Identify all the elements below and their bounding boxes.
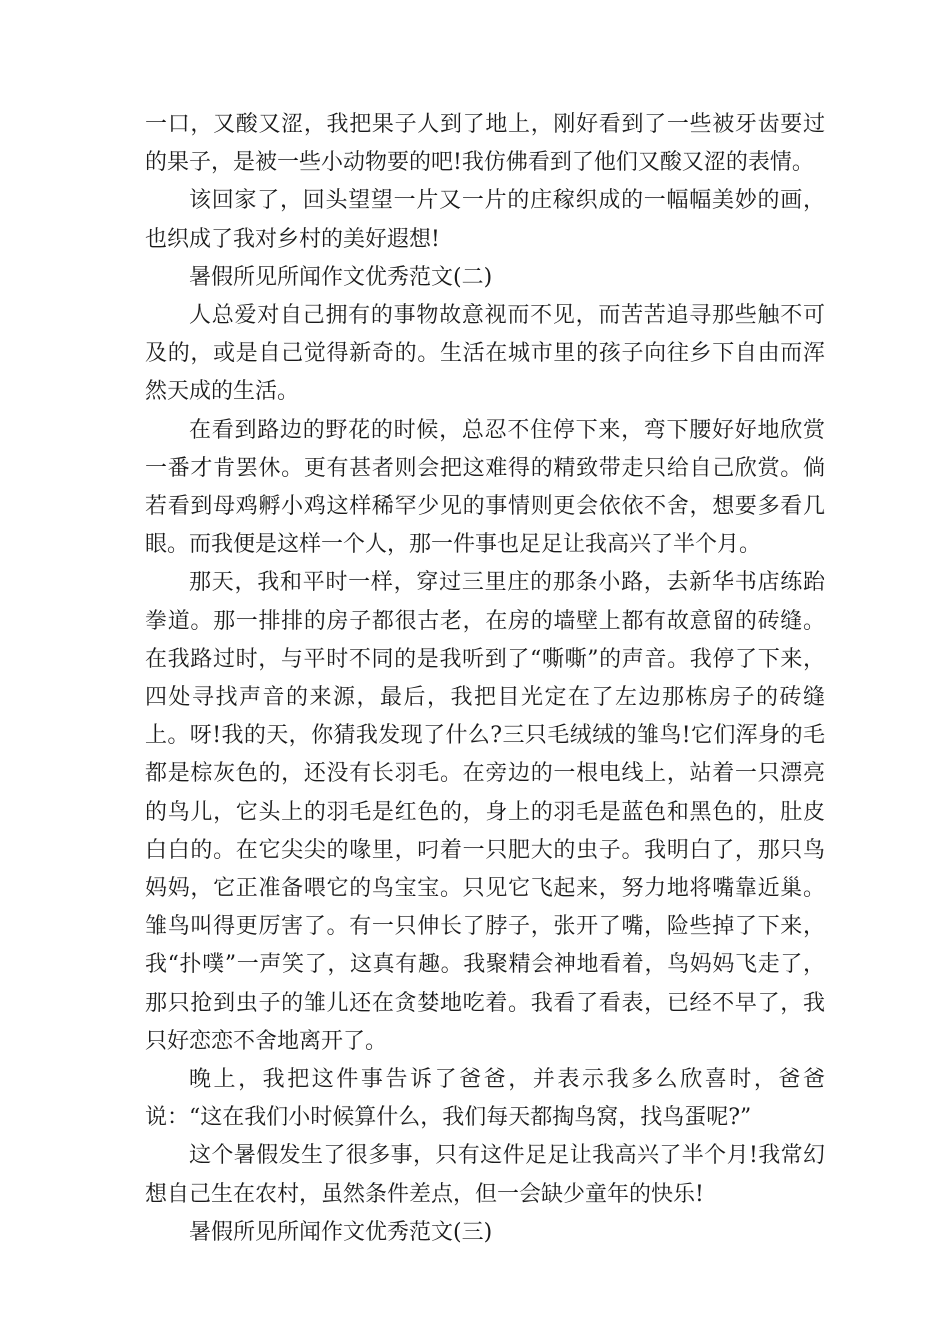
section-heading-3: 暑假所见所闻作文优秀范文(三) <box>189 1219 493 1245</box>
document-body <box>145 106 825 1252</box>
paragraph-6: 晚上，我把这件事告诉了爸爸，并表示我多么欣喜时，爸爸说：“这在我们小时候算什么，我们每天都掏鸟窝，找鸟蛋呢?” <box>145 1067 825 1131</box>
section-heading-2: 暑假所见所闻作文优秀范文(二) <box>189 264 493 290</box>
paragraph-1: 一口，又酸又涩，我把果子人到了地上，刚好看到了一些被牙齿要过的果子，是被一些小动物要的吧!我仿佛看到了他们又酸又涩的表情。 <box>145 112 825 176</box>
paragraph-3: 人总爱对自己拥有的事物故意视而不见，而苦苦追寻那些触不可及的，或是自己觉得新奇的。生活在城市里的孩子向往乡下自由而浑然天成的生活。 <box>145 303 825 405</box>
paragraph-7: 这个暑假发生了很多事，只有这件足足让我高兴了半个月!我常幻想自己生在农村，虽然条件差点，但一会缺少童年的快乐! <box>145 1143 825 1207</box>
paragraph-2: 该回家了，回头望望一片又一片的庄稼织成的一幅幅美妙的画，也织成了我对乡村的美好遐想! <box>145 188 825 252</box>
paragraph-4: 在看到路边的野花的时候，总忍不住停下来，弯下腰好好地欣赏一番才肯罢休。更有甚者则会把这难得的精致带走只给自己欣赏。倘若看到母鸡孵小鸡这样稀罕少见的事情则更会依依不舍，想要多看几眼。而我便是这样一个人，那一件事也足足让我高兴了半个月。 <box>145 417 825 558</box>
paragraph-5: 那天，我和平时一样，穿过三里庄的那条小路，去新华书店练跆拳道。那一排排的房子都很古老，在房的墙壁上都有故意留的砖缝。在我路过时，与平时不同的是我听到了“嘶嘶”的声音。我停了下来，四处寻找声音的来源，最后，我把目光定在了左边那栋房子的砖缝上。呀!我的天，你猜我发现了什么?三只毛绒绒的雏鸟!它们浑身的毛都是棕灰色的，还没有长羽毛。在旁边的一根电线上，站着一只漂亮的鸟儿，它头上的羽毛是红色的，身上的羽毛是蓝色和黑色的，肚皮白白的。在它尖尖的喙里，叼着一只肥大的虫子。我明白了，那只鸟妈妈，它正准备喂它的鸟宝宝。只见它飞起来，努力地将嘴靠近巢。雏鸟叫得更厉害了。有一只伸长了脖子，张开了嘴，险些掉了下来，我“扑噗”一声笑了，这真有趣。我聚精会神地看着，鸟妈妈飞走了，那只抢到虫子的雏儿还在贪婪地吃着。我看了看表，已经不早了，我只好恋恋不舍地离开了。 <box>145 570 825 1054</box>
